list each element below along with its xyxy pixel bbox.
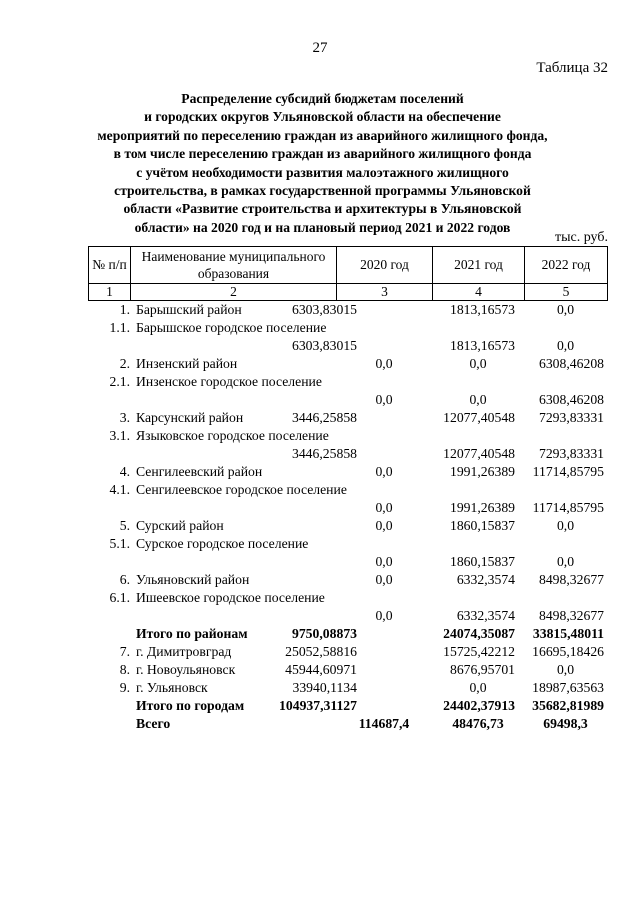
header-2020: 2020 год (337, 247, 433, 284)
table-row: 6.1. Ишеевское городское поселение 0,0 6332,3574 8498,32677 (109, 590, 604, 623)
table-row: 3.1. Языковское городское поселение 3446,25858 12077,40548 7293,83331 (109, 428, 604, 461)
table-row: 4.1. Сенгилеевское городское поселение 0,0 1991,26389 11714,85795 (109, 482, 604, 515)
table-row: 8. г. Новоульяновск 45944,60971 8676,95701 0,0 (119, 662, 575, 677)
table-row: 2.1. Инзенское городское поселение 0,0 0,0 6308,46208 (109, 374, 604, 407)
title-line: области «Развитие строительства и архитектуры в Ульяновской (123, 201, 522, 217)
header-index: 4 (433, 284, 525, 301)
table-body (88, 301, 607, 733)
units-label: тыс. руб. (555, 230, 608, 245)
title-line: Распределение субсидий бюджетам поселений (181, 91, 464, 106)
title-line: в том числе переселению граждан из аварийного жилищного фонда (113, 146, 532, 162)
header-num: № п/п (89, 247, 131, 284)
header-index: 1 (89, 284, 131, 301)
table-row: 2. Инзенский район 0,0 0,0 6308,46208 (119, 356, 604, 371)
table-row: 6. Ульяновский район 0,0 6332,3574 8498,32677 (119, 572, 604, 587)
table-row: 7. г. Димитровград 25052,58816 15725,42212 16695,18426 (119, 644, 604, 659)
table-header (88, 246, 608, 301)
table-row: 9. г. Ульяновск 33940,1134 0,0 18987,63563 (119, 680, 604, 695)
document-title (95, 90, 550, 237)
title-line: строительства, в рамках государственной программы Ульяновской (114, 183, 531, 199)
title-line: мероприятий по переселению граждан из аварийного жилищного фонда, (97, 127, 548, 143)
header-index: 5 (525, 284, 608, 301)
table-row: 5.1. Сурское городское поселение 0,0 1860,15837 0,0 (109, 536, 575, 569)
header-2022: 2022 год (525, 247, 608, 284)
table-row: 4. Сенгилеевский район 0,0 1991,26389 11714,85795 (119, 464, 604, 479)
header-name: Наименование муниципального образования (131, 247, 337, 284)
header-index: 3 (337, 284, 433, 301)
header-index: 2 (131, 284, 337, 301)
table-row: 5. Сурский район 0,0 1860,15837 0,0 (119, 518, 575, 533)
title-line: и городских округов Ульяновской области на обеспечение (144, 109, 501, 125)
subtotal-row: Итого по городам 104937,31127 24402,37913 35682,81989 (136, 698, 604, 713)
table-row: 1. Барышский район 6303,83015 1813,16573 0,0 (119, 302, 575, 317)
title-line: области» на 2020 год и на плановый период 2021 и 2022 годов (134, 219, 511, 235)
total-row: Всего 114687,4 48476,73 69498,3 (136, 716, 588, 731)
title-line: с учётом необходимости развития малоэтажного жилищного (136, 164, 509, 180)
table-label: Таблица 32 (536, 60, 608, 76)
page-number: 27 (312, 40, 328, 56)
table-row: 1.1. Барышское городское поселение 6303,83015 1813,16573 0,0 (109, 320, 575, 353)
subtotal-row: Итого по районам 9750,08873 24074,35087 33815,48011 (136, 626, 604, 641)
table-row: 3. Карсунский район 3446,25858 12077,40548 7293,83331 (119, 410, 604, 425)
header-2021: 2021 год (433, 247, 525, 284)
